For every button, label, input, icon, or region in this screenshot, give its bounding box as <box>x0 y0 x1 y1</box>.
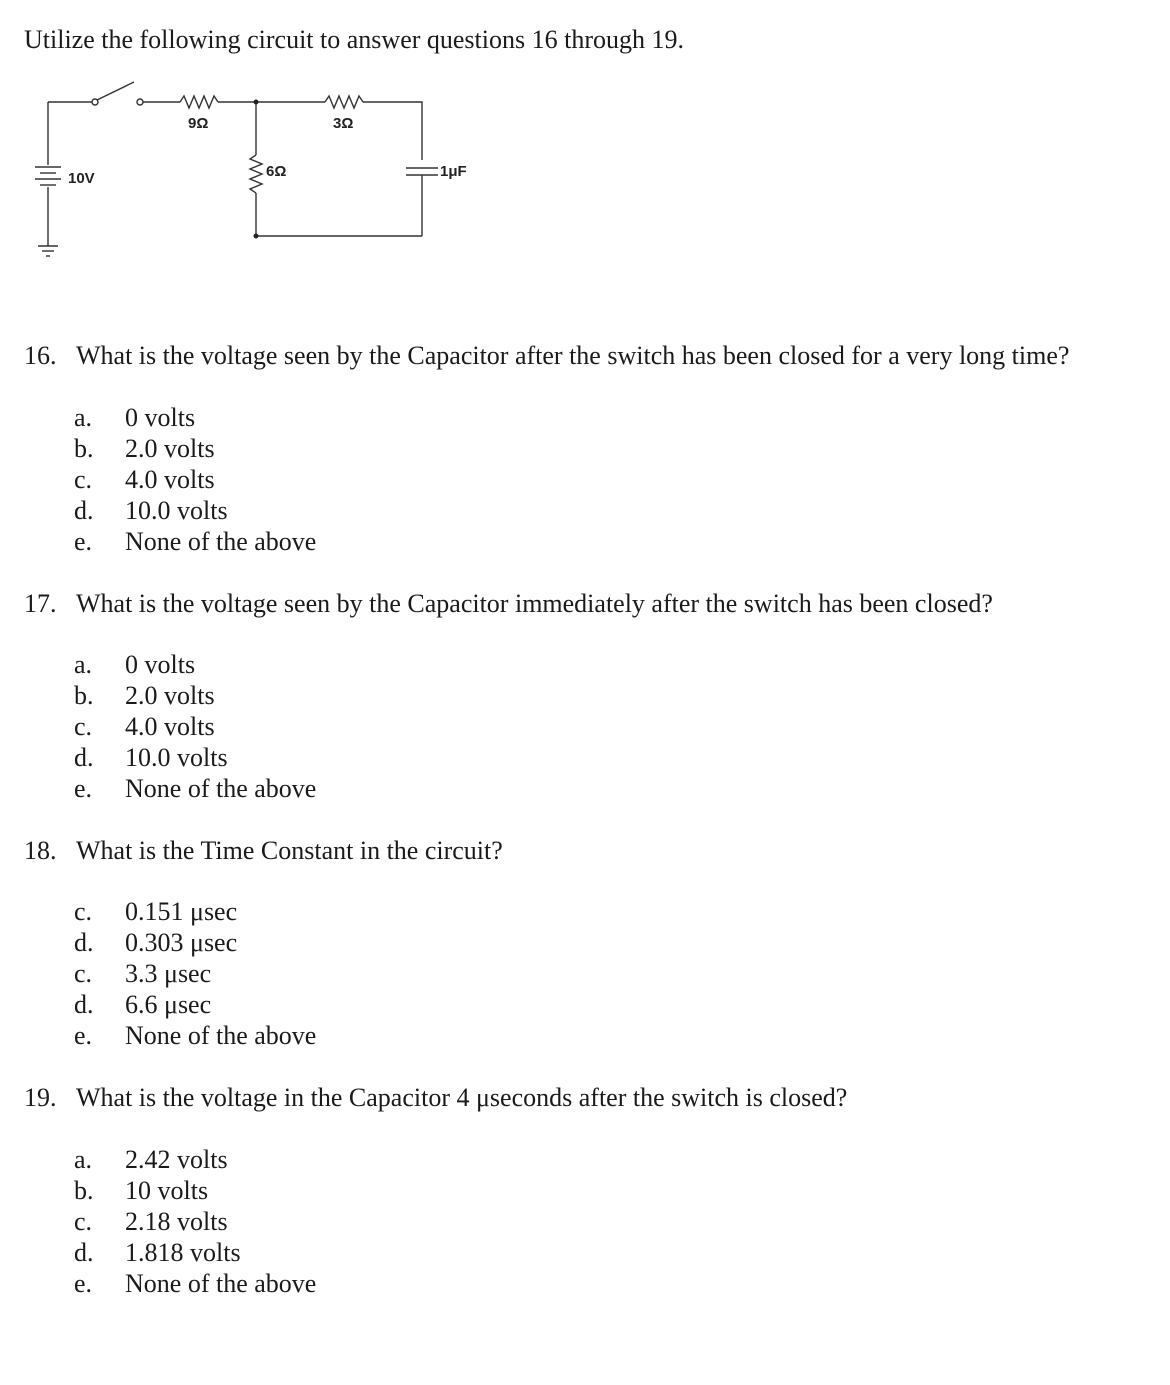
wire-top-right <box>363 102 422 160</box>
option-19d[interactable] <box>74 1237 316 1268</box>
option-19a[interactable] <box>74 1144 316 1175</box>
resistor-9-ohm-icon <box>180 96 218 108</box>
option-letter: c. <box>74 1207 93 1236</box>
battery-icon <box>35 167 61 185</box>
option-text: 10.0 volts <box>125 743 228 772</box>
option-letter: e. <box>74 1269 93 1298</box>
option-text: 10 volts <box>125 1176 209 1205</box>
option-16d[interactable] <box>74 495 316 526</box>
question-number: 18. <box>24 836 57 865</box>
option-text: 0 volts <box>125 403 196 432</box>
option-text: 2.18 volts <box>125 1207 228 1236</box>
question-17 <box>24 586 993 622</box>
label-10v: 10V <box>68 170 95 187</box>
option-17b[interactable] <box>74 680 316 711</box>
option-16e[interactable] <box>74 526 316 557</box>
option-letter: c. <box>74 712 93 741</box>
option-18e[interactable] <box>74 1020 316 1051</box>
option-text: 1.818 volts <box>125 1238 241 1267</box>
resistor-6-ohm-icon <box>250 155 262 193</box>
option-text: 0 volts <box>125 650 196 679</box>
options-16 <box>74 402 316 557</box>
junction-dot-top <box>254 100 259 105</box>
option-letter: b. <box>74 1176 94 1205</box>
option-text: None of the above <box>125 1269 317 1298</box>
option-letter: c. <box>74 959 93 988</box>
label-3-ohm: 3Ω <box>333 115 354 132</box>
option-19c[interactable] <box>74 1206 316 1237</box>
option-text: 2.42 volts <box>125 1145 228 1174</box>
switch-icon <box>92 82 143 105</box>
option-text: 6.6 μsec <box>125 990 212 1019</box>
question-text: What is the voltage seen by the Capacitor immediately after the switch has been closed? <box>76 589 993 618</box>
option-letter: d. <box>74 496 94 525</box>
junction-dot-bottom <box>254 234 259 239</box>
option-17a[interactable] <box>74 649 316 680</box>
capacitor-icon <box>406 168 438 175</box>
question-16 <box>24 338 1069 374</box>
option-text: 4.0 volts <box>125 465 215 494</box>
label-1uf: 1μF <box>440 163 467 180</box>
option-letter: e. <box>74 1021 93 1050</box>
option-16b[interactable] <box>74 433 316 464</box>
option-16a[interactable] <box>74 402 316 433</box>
option-text: 2.0 volts <box>125 681 215 710</box>
options-17 <box>74 649 316 804</box>
option-text: None of the above <box>125 774 317 803</box>
option-letter: c. <box>74 465 93 494</box>
option-16c[interactable] <box>74 464 316 495</box>
option-text: None of the above <box>125 1021 317 1050</box>
question-text: What is the voltage seen by the Capacitor after the switch has been closed for a very long time? <box>76 341 1070 370</box>
question-number: 19. <box>24 1083 57 1112</box>
option-18c1[interactable] <box>74 896 316 927</box>
resistor-3-ohm-icon <box>325 96 363 108</box>
intro-text: Utilize the following circuit to answer questions 16 through 19. <box>24 25 684 54</box>
option-19b[interactable] <box>74 1175 316 1206</box>
option-letter: d. <box>74 1238 94 1267</box>
question-text: What is the voltage in the Capacitor 4 μseconds after the switch is closed? <box>76 1083 848 1112</box>
option-17c[interactable] <box>74 711 316 742</box>
option-18d2[interactable] <box>74 989 316 1020</box>
option-17d[interactable] <box>74 742 316 773</box>
option-text: 2.0 volts <box>125 434 215 463</box>
option-letter: e. <box>74 774 93 803</box>
option-letter: b. <box>74 434 94 463</box>
ground-icon <box>38 246 58 256</box>
options-19 <box>74 1144 316 1299</box>
options-18 <box>74 896 316 1051</box>
option-18d1[interactable] <box>74 927 316 958</box>
question-text: What is the Time Constant in the circuit? <box>76 836 503 865</box>
option-letter: a. <box>74 650 93 679</box>
option-letter: c. <box>74 897 93 926</box>
option-text: 0.151 μsec <box>125 897 238 926</box>
option-letter: d. <box>74 928 94 957</box>
label-6-ohm: 6Ω <box>266 163 287 180</box>
option-letter: e. <box>74 527 93 556</box>
question-19 <box>24 1080 847 1116</box>
option-text: 10.0 volts <box>125 496 228 525</box>
question-number: 16. <box>24 341 57 370</box>
option-text: 0.303 μsec <box>125 928 238 957</box>
option-text: 4.0 volts <box>125 712 215 741</box>
option-18c2[interactable] <box>74 958 316 989</box>
option-letter: a. <box>74 403 93 432</box>
option-17e[interactable] <box>74 773 316 804</box>
option-letter: a. <box>74 1145 93 1174</box>
circuit-diagram <box>30 70 500 270</box>
option-19e[interactable] <box>74 1268 316 1299</box>
option-letter: d. <box>74 990 94 1019</box>
label-9-ohm: 9Ω <box>188 115 209 132</box>
option-text: 3.3 μsec <box>125 959 212 988</box>
question-18 <box>24 833 503 869</box>
option-letter: b. <box>74 681 94 710</box>
question-number: 17. <box>24 589 57 618</box>
option-letter: d. <box>74 743 94 772</box>
option-text: None of the above <box>125 527 317 556</box>
